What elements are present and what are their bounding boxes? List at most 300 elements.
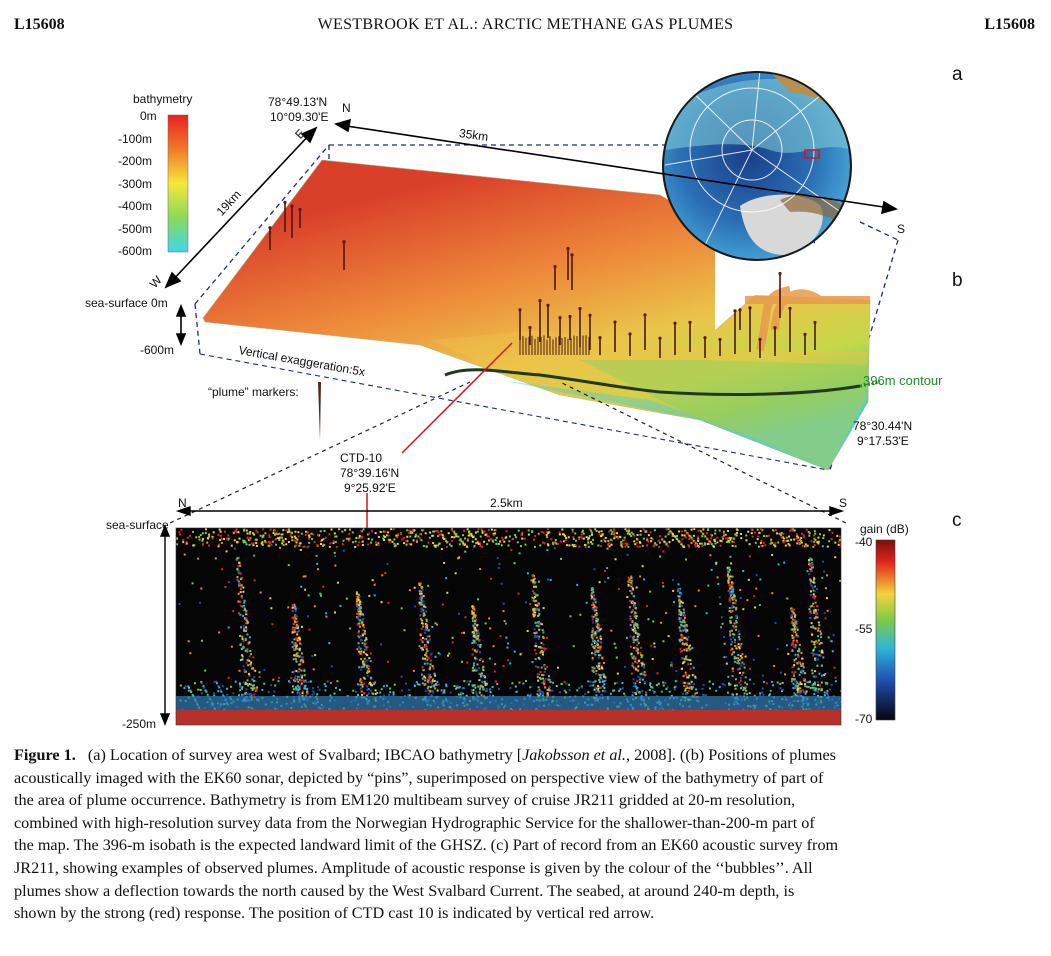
echo-return bbox=[543, 665, 545, 667]
echo-return bbox=[227, 535, 229, 537]
echo-return bbox=[691, 529, 693, 531]
echo-return bbox=[297, 627, 299, 629]
echo-return bbox=[685, 631, 687, 633]
echo-return bbox=[192, 544, 194, 546]
echo-return bbox=[364, 661, 366, 663]
echo-return bbox=[810, 590, 812, 592]
echo-return bbox=[723, 532, 725, 534]
echo-return bbox=[520, 545, 522, 547]
echo-return bbox=[213, 531, 215, 533]
echo-return bbox=[397, 533, 399, 535]
echo-return bbox=[640, 534, 642, 536]
echo-return bbox=[475, 615, 477, 617]
echo-return bbox=[831, 640, 833, 642]
echo-return bbox=[595, 622, 597, 624]
echo-return bbox=[384, 572, 386, 574]
echo-return bbox=[813, 610, 815, 612]
echo-return bbox=[637, 546, 639, 548]
echo-return bbox=[594, 528, 596, 530]
vertical-exaggeration: Vertical exaggeration:5x bbox=[237, 343, 367, 380]
echo-return bbox=[420, 618, 422, 620]
echo-return bbox=[338, 528, 340, 530]
echo-return bbox=[729, 617, 731, 619]
echo-return bbox=[474, 687, 476, 689]
gain-title: gain (dB) bbox=[860, 522, 909, 536]
echo-return bbox=[241, 577, 243, 579]
echo-return bbox=[430, 663, 432, 665]
echo-return bbox=[397, 543, 399, 545]
echo-return bbox=[592, 637, 594, 639]
echo-return bbox=[596, 612, 598, 614]
echo-return bbox=[534, 582, 536, 584]
echo-return bbox=[321, 539, 323, 541]
echo-return bbox=[228, 677, 230, 679]
echo-return bbox=[358, 618, 360, 620]
echo-return bbox=[729, 635, 731, 637]
echo-return bbox=[782, 689, 784, 691]
echo-return bbox=[537, 615, 539, 617]
echo-return bbox=[715, 562, 717, 564]
echo-return bbox=[501, 537, 503, 539]
echo-return bbox=[270, 607, 272, 609]
echo-return bbox=[249, 683, 251, 685]
echo-return bbox=[800, 692, 802, 694]
echo-return bbox=[659, 556, 661, 558]
echo-return bbox=[632, 609, 634, 611]
echo-return bbox=[434, 687, 436, 689]
echo-return bbox=[472, 654, 474, 656]
echo-return bbox=[534, 535, 536, 537]
echo-return bbox=[364, 630, 366, 632]
echo-return bbox=[232, 610, 234, 612]
echo-return bbox=[538, 625, 540, 627]
echo-return bbox=[476, 693, 478, 695]
echo-return bbox=[344, 529, 346, 531]
echo-return bbox=[393, 691, 395, 693]
echo-return bbox=[483, 675, 485, 677]
echo-return bbox=[564, 535, 566, 537]
echo-return bbox=[348, 533, 350, 535]
echo-return bbox=[295, 675, 297, 677]
echo-return bbox=[601, 657, 603, 659]
echo-return bbox=[300, 549, 302, 551]
echo-return bbox=[814, 657, 816, 659]
echo-return bbox=[387, 563, 389, 565]
echo-return bbox=[680, 624, 682, 626]
echo-return bbox=[633, 540, 635, 542]
echo-return bbox=[370, 652, 372, 654]
echo-return bbox=[636, 586, 638, 588]
echo-return bbox=[593, 604, 595, 606]
echo-return bbox=[325, 616, 327, 618]
echo-return bbox=[599, 681, 601, 683]
bathymetry-tick: 0m bbox=[140, 109, 157, 123]
echo-return bbox=[716, 541, 718, 543]
echo-return bbox=[732, 651, 734, 653]
echo-return bbox=[587, 541, 589, 543]
echo-return bbox=[320, 530, 322, 532]
echo-return bbox=[725, 537, 727, 539]
echo-return bbox=[243, 628, 245, 630]
echo-return bbox=[361, 666, 363, 668]
echo-return bbox=[190, 691, 192, 693]
echo-return bbox=[638, 676, 640, 678]
echo-return bbox=[462, 693, 464, 695]
echo-return bbox=[478, 679, 480, 681]
echo-return bbox=[723, 656, 725, 658]
echo-return bbox=[729, 610, 731, 612]
echo-return bbox=[704, 536, 706, 538]
plume-pin-head bbox=[528, 326, 531, 329]
echo-return bbox=[761, 692, 763, 694]
echo-return bbox=[549, 686, 551, 688]
echo-return bbox=[319, 689, 321, 691]
echo-return bbox=[747, 531, 749, 533]
echo-return bbox=[596, 530, 598, 532]
echo-return bbox=[658, 683, 660, 685]
echo-return bbox=[643, 666, 645, 668]
echo-return bbox=[422, 589, 424, 591]
echo-return bbox=[477, 629, 479, 631]
echo-return bbox=[594, 680, 596, 682]
echo-return bbox=[768, 535, 770, 537]
echo-return bbox=[471, 642, 473, 644]
echo-return bbox=[182, 539, 184, 541]
echo-return bbox=[426, 648, 428, 650]
echo-return bbox=[596, 665, 598, 667]
echo-return bbox=[375, 541, 377, 543]
echo-return bbox=[352, 541, 354, 543]
echo-return bbox=[425, 626, 427, 628]
echo-return bbox=[600, 638, 602, 640]
echo-return bbox=[734, 641, 736, 643]
echo-return bbox=[687, 682, 689, 684]
echo-return bbox=[188, 687, 190, 689]
echo-return bbox=[607, 548, 609, 550]
echo-return bbox=[515, 686, 517, 688]
echo-return bbox=[303, 670, 305, 672]
ctd-name: CTD-10 bbox=[340, 451, 383, 465]
echo-return bbox=[727, 569, 729, 571]
echo-return bbox=[424, 683, 426, 685]
echo-return bbox=[631, 665, 633, 667]
echo-return bbox=[694, 541, 696, 543]
echo-return bbox=[529, 686, 531, 688]
echo-return bbox=[240, 587, 242, 589]
echo-return bbox=[685, 688, 687, 690]
echo-return bbox=[587, 691, 589, 693]
echo-return bbox=[248, 660, 250, 662]
echo-return bbox=[684, 534, 686, 536]
echo-return bbox=[822, 561, 824, 563]
echo-return bbox=[464, 538, 466, 540]
echo-return bbox=[813, 687, 815, 689]
echo-return bbox=[720, 626, 722, 628]
echo-return bbox=[482, 688, 484, 690]
echo-return bbox=[556, 685, 558, 687]
echo-return bbox=[642, 565, 644, 567]
echo-return bbox=[317, 545, 319, 547]
echo-return bbox=[430, 660, 432, 662]
echo-return bbox=[799, 687, 801, 689]
echo-return bbox=[371, 539, 373, 541]
echo-return bbox=[302, 661, 304, 663]
echo-return bbox=[288, 564, 290, 566]
echo-return bbox=[358, 541, 360, 543]
echo-return bbox=[727, 676, 729, 678]
echo-return bbox=[201, 682, 203, 684]
echo-return bbox=[744, 688, 746, 690]
echo-return bbox=[277, 537, 279, 539]
echo-return bbox=[671, 665, 673, 667]
echo-return bbox=[682, 602, 684, 604]
echo-return bbox=[738, 636, 740, 638]
echo-return bbox=[460, 540, 462, 542]
echo-return bbox=[179, 603, 181, 605]
echo-return bbox=[597, 627, 599, 629]
echo-return bbox=[534, 636, 536, 638]
echo-return bbox=[688, 650, 690, 652]
echo-return bbox=[615, 558, 617, 560]
echo-return bbox=[317, 568, 319, 570]
echo-return bbox=[223, 538, 225, 540]
echo-return bbox=[597, 544, 599, 546]
echo-return bbox=[811, 565, 813, 567]
echo-return bbox=[592, 630, 594, 632]
echo-return bbox=[835, 680, 837, 682]
echo-return bbox=[816, 612, 818, 614]
echo-return bbox=[560, 541, 562, 543]
echo-return bbox=[292, 632, 294, 634]
echo-return bbox=[358, 537, 360, 539]
echo-return bbox=[250, 687, 252, 689]
se-corner-lon: 9°17.53'E bbox=[857, 434, 909, 448]
echo-return bbox=[478, 543, 480, 545]
echo-return bbox=[681, 668, 683, 670]
echo-return bbox=[665, 612, 667, 614]
echo-return bbox=[525, 601, 527, 603]
echo-return bbox=[360, 648, 362, 650]
echo-return bbox=[239, 583, 241, 585]
echo-return bbox=[221, 568, 223, 570]
echo-return bbox=[714, 542, 716, 544]
echo-return bbox=[490, 578, 492, 580]
echo-return bbox=[486, 535, 488, 537]
echo-return bbox=[600, 545, 602, 547]
echo-return bbox=[635, 612, 637, 614]
echo-return bbox=[825, 587, 827, 589]
echo-return bbox=[294, 680, 296, 682]
echo-return bbox=[410, 543, 412, 545]
echo-return bbox=[800, 683, 802, 685]
echo-return bbox=[308, 681, 310, 683]
echo-return bbox=[541, 682, 543, 684]
echo-return bbox=[659, 535, 661, 537]
echo-return bbox=[815, 602, 817, 604]
echo-return bbox=[436, 624, 438, 626]
echo-return bbox=[600, 687, 602, 689]
echo-return bbox=[729, 569, 731, 571]
echo-return bbox=[653, 642, 655, 644]
plume-pin-head bbox=[553, 265, 556, 268]
echo-return bbox=[739, 647, 741, 649]
echo-return bbox=[377, 542, 379, 544]
echo-return bbox=[466, 546, 468, 548]
echo-return bbox=[486, 688, 488, 690]
echo-return bbox=[728, 567, 730, 569]
echo-return bbox=[597, 685, 599, 687]
echo-return bbox=[542, 542, 544, 544]
echo-return bbox=[189, 652, 191, 654]
echo-return bbox=[343, 550, 345, 552]
echo-return bbox=[237, 531, 239, 533]
echo-return bbox=[260, 535, 262, 537]
echo-return bbox=[559, 533, 561, 535]
echo-return bbox=[489, 627, 491, 629]
echo-return bbox=[248, 673, 250, 675]
echo-return bbox=[794, 661, 796, 663]
echo-return bbox=[735, 647, 737, 649]
echo-return bbox=[729, 598, 731, 600]
echo-return bbox=[627, 554, 629, 556]
echo-return bbox=[472, 685, 474, 687]
echo-return bbox=[811, 585, 813, 587]
echo-return bbox=[564, 681, 566, 683]
echo-return bbox=[812, 689, 814, 691]
plume-pin-head bbox=[613, 320, 616, 323]
echo-return bbox=[361, 691, 363, 693]
echo-return bbox=[268, 691, 270, 693]
echo-return bbox=[710, 534, 712, 536]
echo-return bbox=[590, 530, 592, 532]
echo-return bbox=[472, 612, 474, 614]
echo-return bbox=[781, 537, 783, 539]
echo-return bbox=[428, 686, 430, 688]
echo-return bbox=[738, 662, 740, 664]
echo-return bbox=[428, 690, 430, 692]
echo-return bbox=[594, 568, 596, 570]
echo-return bbox=[306, 688, 308, 690]
echo-return bbox=[361, 639, 363, 641]
echo-return bbox=[306, 691, 308, 693]
echo-return bbox=[471, 689, 473, 691]
echo-return bbox=[363, 645, 365, 647]
echo-return bbox=[573, 544, 575, 546]
echo-return bbox=[737, 669, 739, 671]
echo-return bbox=[811, 640, 813, 642]
echo-return bbox=[239, 565, 241, 567]
echo-return bbox=[429, 690, 431, 692]
echo-return bbox=[435, 530, 437, 532]
echo-return bbox=[635, 668, 637, 670]
echo-return bbox=[418, 583, 420, 585]
echo-return bbox=[352, 690, 354, 692]
echo-return bbox=[427, 681, 429, 683]
echo-return bbox=[298, 535, 300, 537]
echo-return bbox=[278, 539, 280, 541]
echo-return bbox=[234, 548, 236, 550]
echo-return bbox=[732, 668, 734, 670]
echo-return bbox=[360, 653, 362, 655]
echo-return bbox=[754, 606, 756, 608]
echo-return bbox=[592, 539, 594, 541]
echo-return bbox=[405, 540, 407, 542]
echo-return bbox=[433, 685, 435, 687]
plume-pin-head bbox=[566, 247, 569, 250]
echo-return bbox=[292, 685, 294, 687]
echo-return bbox=[535, 665, 537, 667]
echo-return bbox=[802, 663, 804, 665]
echo-return bbox=[458, 694, 460, 696]
echo-return bbox=[758, 635, 760, 637]
echo-return bbox=[390, 528, 392, 530]
echo-return bbox=[817, 684, 819, 686]
nw-corner-lon: 10°09.30'E bbox=[270, 110, 329, 124]
echo-return bbox=[540, 646, 542, 648]
echo-return bbox=[812, 587, 814, 589]
echo-return bbox=[467, 528, 469, 530]
echo-return bbox=[248, 642, 250, 644]
echo-return bbox=[241, 584, 243, 586]
echo-return bbox=[459, 543, 461, 545]
echo-return bbox=[592, 684, 594, 686]
echo-return bbox=[304, 546, 306, 548]
echo-return bbox=[272, 679, 274, 681]
echo-return bbox=[428, 676, 430, 678]
echo-return bbox=[624, 537, 626, 539]
echo-return bbox=[730, 575, 732, 577]
echo-return bbox=[441, 548, 443, 550]
echo-return bbox=[689, 535, 691, 537]
echo-return bbox=[799, 644, 801, 646]
echo-return bbox=[282, 540, 284, 542]
echo-return bbox=[388, 535, 390, 537]
echo-return bbox=[475, 691, 477, 693]
echo-return bbox=[479, 545, 481, 547]
echo-return bbox=[360, 678, 362, 680]
echo-return bbox=[828, 637, 830, 639]
echo-return bbox=[583, 533, 585, 535]
echo-return bbox=[615, 647, 617, 649]
echo-return bbox=[298, 630, 300, 632]
echo-return bbox=[815, 688, 817, 690]
echo-return bbox=[260, 591, 262, 593]
echo-return bbox=[815, 653, 817, 655]
plume-pin-head bbox=[628, 332, 631, 335]
echo-return bbox=[595, 601, 597, 603]
plume-pin-head bbox=[778, 272, 781, 275]
echo-return bbox=[639, 546, 641, 548]
echo-return bbox=[434, 545, 436, 547]
echo-return bbox=[457, 557, 459, 559]
echo-return bbox=[465, 616, 467, 618]
echo-return bbox=[814, 646, 816, 648]
echo-return bbox=[592, 646, 594, 648]
echo-return bbox=[611, 531, 613, 533]
echo-return bbox=[244, 617, 246, 619]
echo-return bbox=[759, 578, 761, 580]
echo-return bbox=[358, 599, 360, 601]
echo-return bbox=[717, 583, 719, 585]
echo-return bbox=[620, 541, 622, 543]
echo-return bbox=[646, 544, 648, 546]
echo-return bbox=[249, 533, 251, 535]
echo-return bbox=[786, 537, 788, 539]
echo-return bbox=[601, 534, 603, 536]
echo-return bbox=[532, 581, 534, 583]
echo-return bbox=[197, 689, 199, 691]
echo-return bbox=[823, 571, 825, 573]
